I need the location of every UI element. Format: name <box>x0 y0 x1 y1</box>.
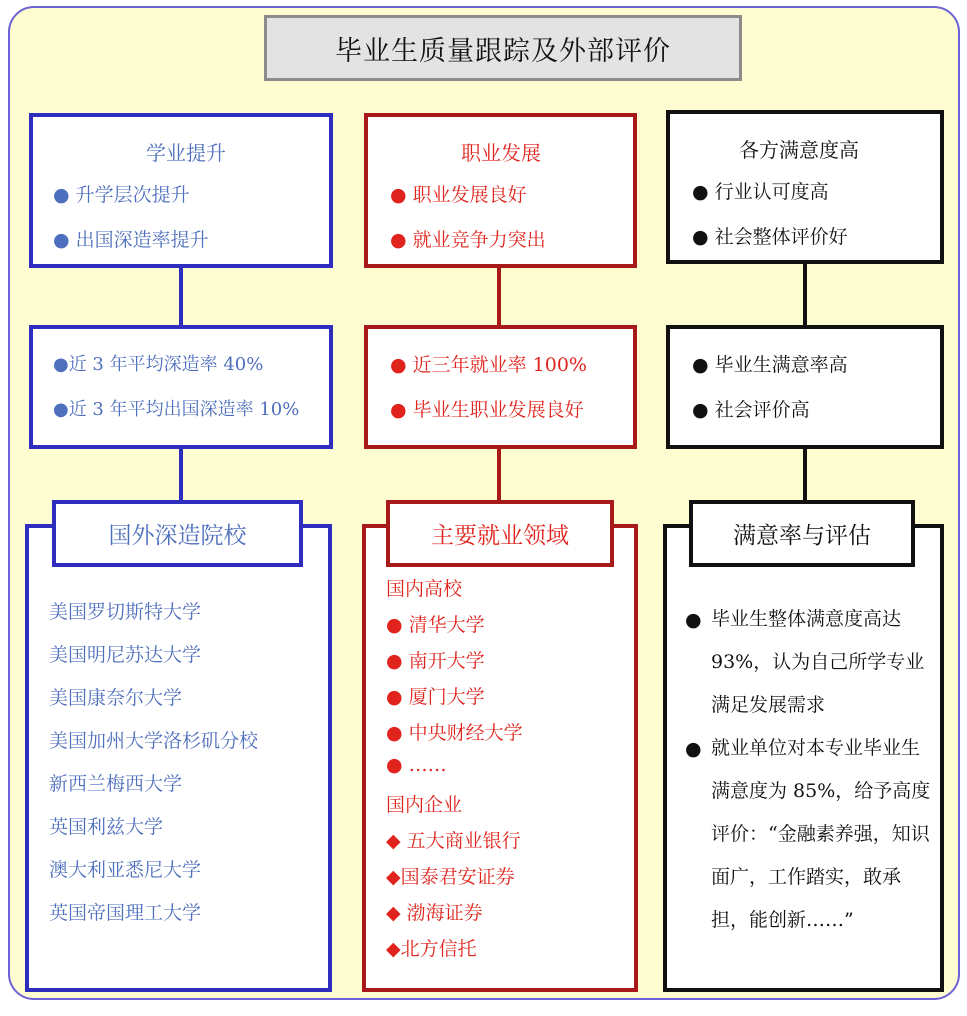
career-item: ● 就业竞争力突出 <box>390 229 546 251</box>
satisfaction-stat: ● 社会评价高 <box>692 399 810 421</box>
list-item: ◆ 渤海证券 <box>386 902 483 924</box>
satisfaction-stats-box <box>666 325 944 449</box>
list-item: 美国康奈尔大学 <box>49 687 183 709</box>
evaluation-box <box>663 524 944 992</box>
list-item: 美国明尼苏达大学 <box>49 644 202 666</box>
career-stats-box <box>364 325 637 449</box>
connector-line <box>497 449 501 500</box>
connector-line <box>803 449 807 500</box>
evaluation-label: 满意率与评估 <box>689 500 915 567</box>
list-item: ● 中央财经大学 <box>386 722 523 744</box>
study-advancement-box <box>29 113 333 268</box>
list-item: 澳大利亚悉尼大学 <box>49 859 202 881</box>
satisfaction-box <box>666 110 944 264</box>
list-item: ◆北方信托 <box>386 938 477 960</box>
list-item: ◆ 五大商业银行 <box>386 830 521 852</box>
list-item: 新西兰梅西大学 <box>49 773 183 795</box>
overseas-schools-box <box>25 524 332 992</box>
study-stats-box <box>29 325 333 449</box>
bullet-icon: ● <box>685 738 702 760</box>
career-item: ● 职业发展良好 <box>390 184 527 206</box>
list-item: ● 清华大学 <box>386 614 485 636</box>
evaluation-paragraph: 毕业生整体满意度高达93%，认为自己所学专业满足发展需求 <box>711 608 925 716</box>
study-stat: ●近 3 年平均出国深造率 10% <box>53 399 300 420</box>
connector-line <box>803 264 807 325</box>
list-item: 英国利兹大学 <box>49 816 164 838</box>
satisfaction-item: ● 社会整体评价好 <box>692 226 848 248</box>
satisfaction-stat: ● 毕业生满意率高 <box>692 354 848 376</box>
list-item: ● 南开大学 <box>386 650 485 672</box>
career-heading: 职业发展 <box>461 141 541 165</box>
study-item: ● 升学层次提升 <box>53 184 190 206</box>
connector-line <box>179 268 183 325</box>
satisfaction-item: ● 行业认可度高 <box>692 181 829 203</box>
list-item: ● 厦门大学 <box>386 686 485 708</box>
evaluation-paragraph: 就业单位对本专业毕业生满意度为 85%，给予高度评价：“金融素养强，知识面广，工作踏实，敢承担，能创新……” <box>711 737 931 931</box>
list-item: 美国加州大学洛杉矶分校 <box>49 730 259 752</box>
connector-line <box>179 449 183 500</box>
employment-fields-label: 主要就业领域 <box>386 500 614 567</box>
bullet-icon: ● <box>685 609 702 631</box>
career-stat: ● 毕业生职业发展良好 <box>390 399 584 421</box>
career-development-box <box>364 113 637 268</box>
study-item: ● 出国深造率提升 <box>53 229 209 251</box>
page-title: 毕业生质量跟踪及外部评价 <box>264 15 742 81</box>
study-advancement-heading: 学业提升 <box>146 141 226 165</box>
list-item: 英国帝国理工大学 <box>49 902 202 924</box>
list-item: 国内企业 <box>386 794 463 816</box>
employment-fields-box <box>362 524 638 992</box>
satisfaction-heading: 各方满意度高 <box>739 138 859 162</box>
list-item: 美国罗切斯特大学 <box>49 601 202 623</box>
list-item: ◆国泰君安证券 <box>386 866 515 888</box>
study-stat: ●近 3 年平均深造率 40% <box>53 354 264 375</box>
career-stat: ● 近三年就业率 100% <box>390 354 587 376</box>
list-item: ● …… <box>386 754 447 776</box>
list-item: 国内高校 <box>386 578 463 600</box>
connector-line <box>497 268 501 325</box>
overseas-schools-label: 国外深造院校 <box>52 500 303 567</box>
